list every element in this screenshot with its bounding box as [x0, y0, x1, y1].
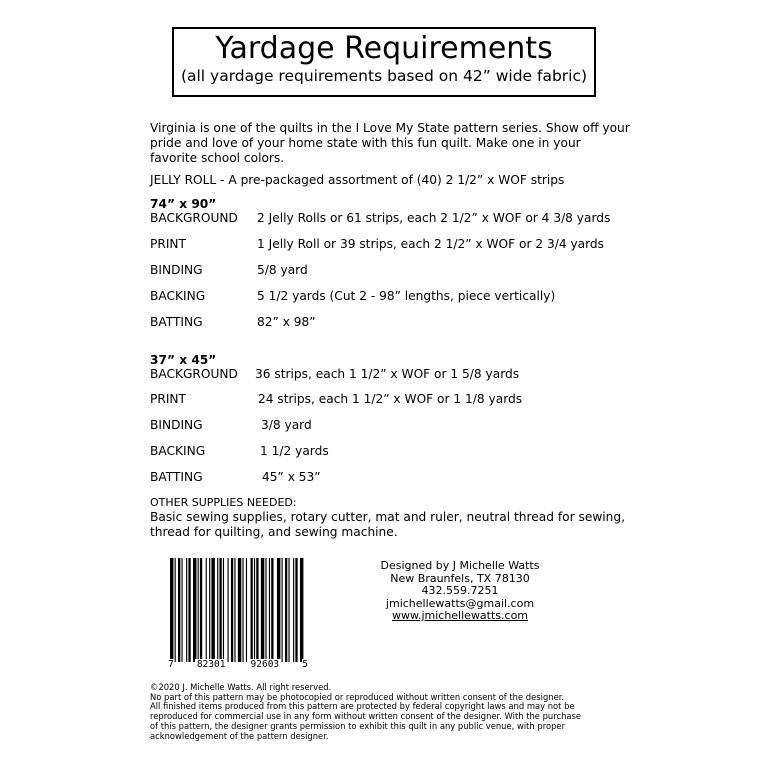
row-value: 3/8 yard: [261, 418, 312, 432]
designer-info: [370, 560, 550, 623]
size-heading: 37” x 45”: [150, 353, 217, 367]
barcode-bar: [282, 558, 283, 662]
intro-paragraph: [150, 121, 630, 166]
supplies-line: thread for quilting, and sewing machine.: [150, 525, 398, 539]
footer-line: of this pattern, the designer grants permission to exhibit this quilt in any public venue, with proper: [150, 720, 566, 731]
row-label: BINDING: [150, 418, 203, 432]
intro-line: Virginia is one of the quilts in the I Love My State pattern series. Show off your: [150, 121, 630, 135]
barcode-image: [168, 558, 304, 672]
barcode-bar: [219, 558, 221, 662]
footer-line: reproduced for commercial use in any form without written consent of the designer. With the purchase: [150, 711, 582, 722]
row-value: 36 strips, each 1 1/2” x WOF or 1 5/8 yards: [255, 367, 520, 381]
row-value: 5/8 yard: [257, 263, 308, 277]
barcode-first-digit: 7: [168, 659, 174, 670]
row-label: PRINT: [150, 392, 186, 406]
supplies-line: Basic sewing supplies, rotary cutter, mat and ruler, neutral thread for sewing,: [150, 510, 626, 524]
row-label: PRINT: [150, 237, 186, 251]
row-label: BACKING: [150, 289, 206, 303]
row-label: BATTING: [150, 470, 203, 484]
row-value: 82” x 98”: [257, 315, 316, 329]
barcode-bar: [288, 558, 289, 662]
designer-name: Designed by J Michelle Watts: [380, 559, 540, 572]
barcode-bar: [251, 558, 253, 662]
row-label: BACKING: [150, 444, 206, 458]
row-value: 2 Jelly Rolls or 61 strips, each 2 1/2” x WOF or 4 3/8 yards: [257, 211, 611, 225]
barcode-bar: [198, 558, 199, 662]
row-label: BACKGROUND: [150, 211, 238, 225]
row-label: BATTING: [150, 315, 203, 329]
barcode-group-1: 82301: [196, 659, 226, 670]
row-label: BACKGROUND: [150, 367, 238, 381]
barcode-bar: [193, 558, 196, 662]
barcode-bar: [217, 558, 218, 662]
footer-line: acknowledgement of the pattern designer.: [150, 730, 329, 741]
barcode-bar: [206, 558, 207, 662]
footer-line: All finished items produced from this pattern are protected by federal copyright laws and may not be: [150, 701, 575, 712]
footer-line: ©2020 J. Michelle Watts. All right reserved.: [150, 682, 332, 692]
barcode-bar: [223, 558, 224, 662]
barcode-bar: [271, 558, 273, 662]
title-box: [172, 27, 596, 97]
supplies-heading: OTHER SUPPLIES NEEDED:: [150, 496, 297, 509]
barcode-bar: [242, 558, 243, 662]
barcode-bar: [231, 558, 233, 662]
barcode-last-digit: 5: [302, 659, 308, 670]
intro-line: pride and love of your home state with this fun quilt. Make one in your: [150, 136, 581, 150]
barcode-bar: [178, 558, 180, 662]
barcode-bar: [238, 558, 241, 662]
barcode-bar: [182, 558, 183, 662]
barcode-bar: [300, 558, 303, 662]
row-value: 5 1/2 yards (Cut 2 - 98” lengths, piece vertically): [257, 289, 556, 303]
barcode-bar: [246, 558, 247, 662]
barcode-bar: [228, 558, 229, 662]
designer-phone: 432.559.7251: [421, 584, 499, 597]
other-supplies: [150, 496, 625, 540]
jelly-roll-note: JELLY ROLL - A pre-packaged assortment of (40) 2 1/2” x WOF strips: [150, 173, 565, 187]
row-value: 45” x 53”: [262, 470, 321, 484]
barcode-bar: [188, 558, 190, 662]
barcode-bar: [256, 558, 258, 662]
size-heading: 74” x 90”: [150, 197, 217, 211]
barcode-bar: [186, 558, 187, 662]
barcode-bar: [285, 558, 287, 662]
barcode-bar: [209, 558, 210, 662]
intro-line: favorite school colors.: [150, 151, 285, 165]
barcode-bar: [175, 558, 176, 662]
copyright-footer: [150, 683, 581, 741]
row-label: BINDING: [150, 263, 203, 277]
designer-website-link[interactable]: www.jmichellewatts.com: [391, 609, 529, 622]
barcode-bar: [254, 558, 255, 662]
barcode-bar: [261, 558, 264, 662]
barcode-bar: [211, 558, 214, 662]
row-value: 1 1/2 yards: [260, 444, 329, 458]
designer-location: New Braunfels, TX 78130: [390, 571, 530, 585]
barcode-digits: [168, 659, 308, 670]
barcode-bar: [295, 558, 297, 662]
footer-line: No part of this pattern may be photocopied or reproduced without written consent of the designer.: [150, 691, 565, 702]
barcode-bar: [265, 558, 266, 662]
page-title: Yardage Requirements: [215, 31, 553, 66]
page-subtitle: (all yardage requirements based on 42” wide fabric): [180, 67, 588, 85]
row-value: 24 strips, each 1 1/2” x WOF or 1 1/8 yards: [258, 392, 523, 406]
designer-email[interactable]: jmichellewatts@gmail.com: [385, 596, 535, 610]
barcode-bar: [269, 558, 270, 662]
barcode-group-2: 92603: [250, 659, 280, 670]
barcode-bar: [200, 558, 202, 662]
barcode-bar: [170, 558, 173, 662]
barcode-bar: [293, 558, 294, 662]
barcode-bar: [234, 558, 235, 662]
row-value: 1 Jelly Roll or 39 strips, each 2 1/2” x WOF or 2 3/4 yards: [257, 237, 605, 251]
barcode-bar: [277, 558, 280, 662]
